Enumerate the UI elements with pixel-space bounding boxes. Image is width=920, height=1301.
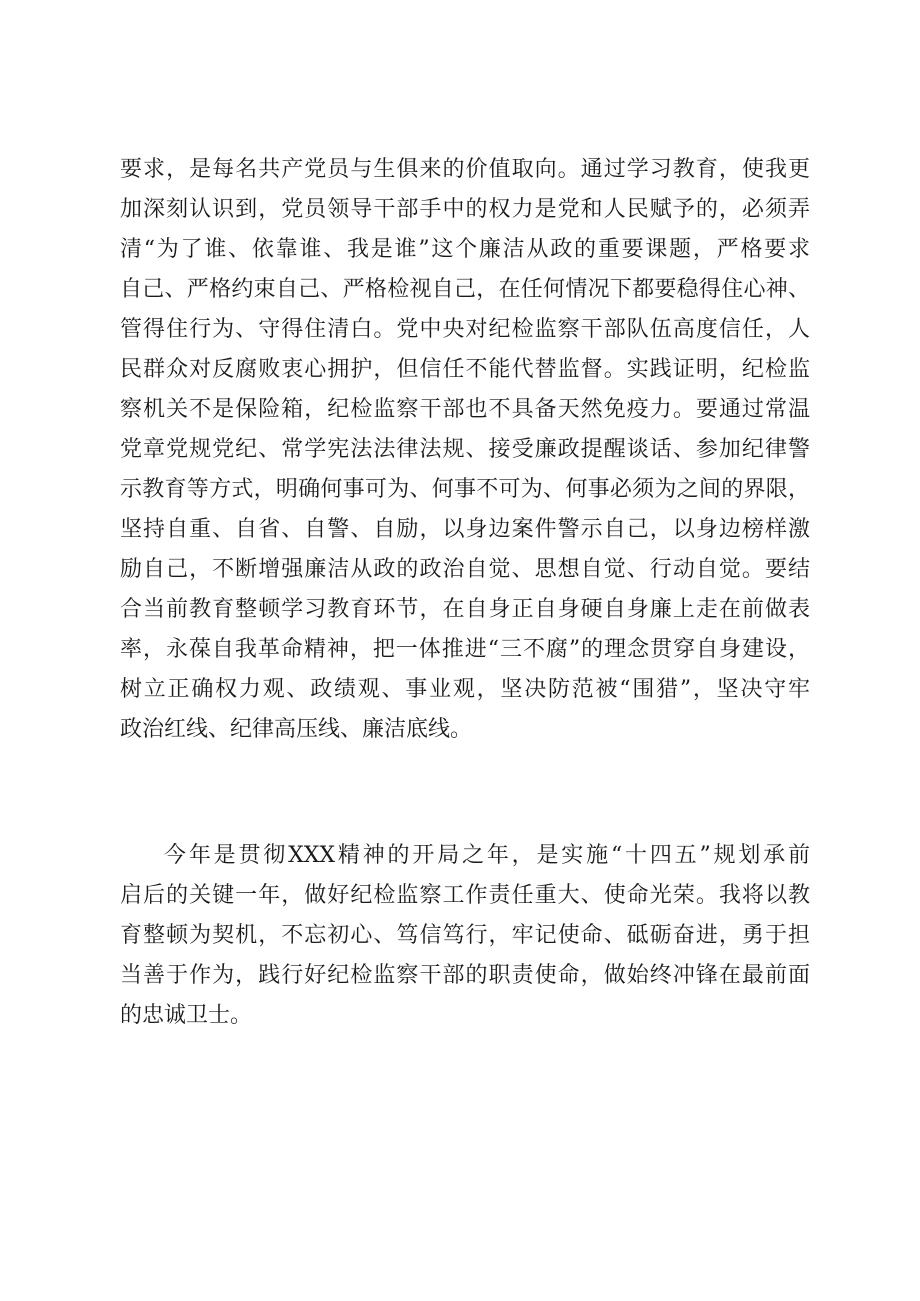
paragraph-line: 要求，是每名共产党员与生俱来的价值取向。通过学习教育，使我更: [120, 157, 810, 182]
paragraph-2: [120, 836, 810, 1036]
paragraph-line: 加深刻认识到，党员领导干部手中的权力是党和人民赋予的，必须弄: [120, 197, 810, 222]
paragraph-1: [120, 150, 810, 750]
paragraph-line: 树立正确权力观、政绩观、事业观，坚决防范被“围猎”，坚决守牢: [120, 677, 810, 702]
paragraph-line: 示教育等方式，明确何事可为、何事不可为、何事必须为之间的界限，: [120, 477, 810, 502]
paragraph-line: 政治红线、纪律高压线、廉洁底线。: [120, 717, 473, 742]
paragraph-line: 自己、严格约束自己、严格检视自己，在任何情况下都要稳得住心神、: [120, 277, 810, 302]
paragraph-line: 启后的关键一年，做好纪检监察工作责任重大、使命光荣。我将以教: [120, 883, 810, 908]
paragraph-line: 率，永葆自我革命精神，把一体推进“三不腐”的理念贯穿自身建设，: [120, 637, 810, 662]
paragraph-line: 今年是贯彻XXX精神的开局之年，是实施“十四五”规划承前: [164, 843, 810, 868]
paragraph-line: 坚持自重、自省、自警、自励，以身边案件警示自己，以身边榜样激: [120, 517, 810, 542]
paragraph-line: 党章党规党纪、常学宪法法律法规、接受廉政提醒谈话、参加纪律警: [120, 437, 810, 462]
paragraph-line: 励自己，不断增强廉洁从政的政治自觉、思想自觉、行动自觉。要结: [120, 557, 810, 582]
paragraph-line: 民群众对反腐败衷心拥护，但信任不能代替监督。实践证明，纪检监: [120, 357, 810, 382]
paragraph-line: 察机关不是保险箱，纪检监察干部也不具备天然免疫力。要通过常温: [120, 397, 810, 422]
paragraph-line: 合当前教育整顿学习教育环节，在自身正自身硬自身廉上走在前做表: [120, 597, 810, 622]
paragraph-line: 育整顿为契机，不忘初心、笃信笃行，牢记使命、砥砺奋进，勇于担: [120, 923, 810, 948]
paragraph-line: 的忠诚卫士。: [120, 1003, 253, 1028]
paragraph-line: 管得住行为、守得住清白。党中央对纪检监察干部队伍高度信任，人: [120, 317, 810, 342]
paragraph-line: 清“为了谁、依靠谁、我是谁”这个廉洁从政的重要课题，严格要求: [120, 237, 810, 262]
paragraph-line: 当善于作为，践行好纪检监察干部的职责使命，做始终冲锋在最前面: [120, 963, 810, 988]
